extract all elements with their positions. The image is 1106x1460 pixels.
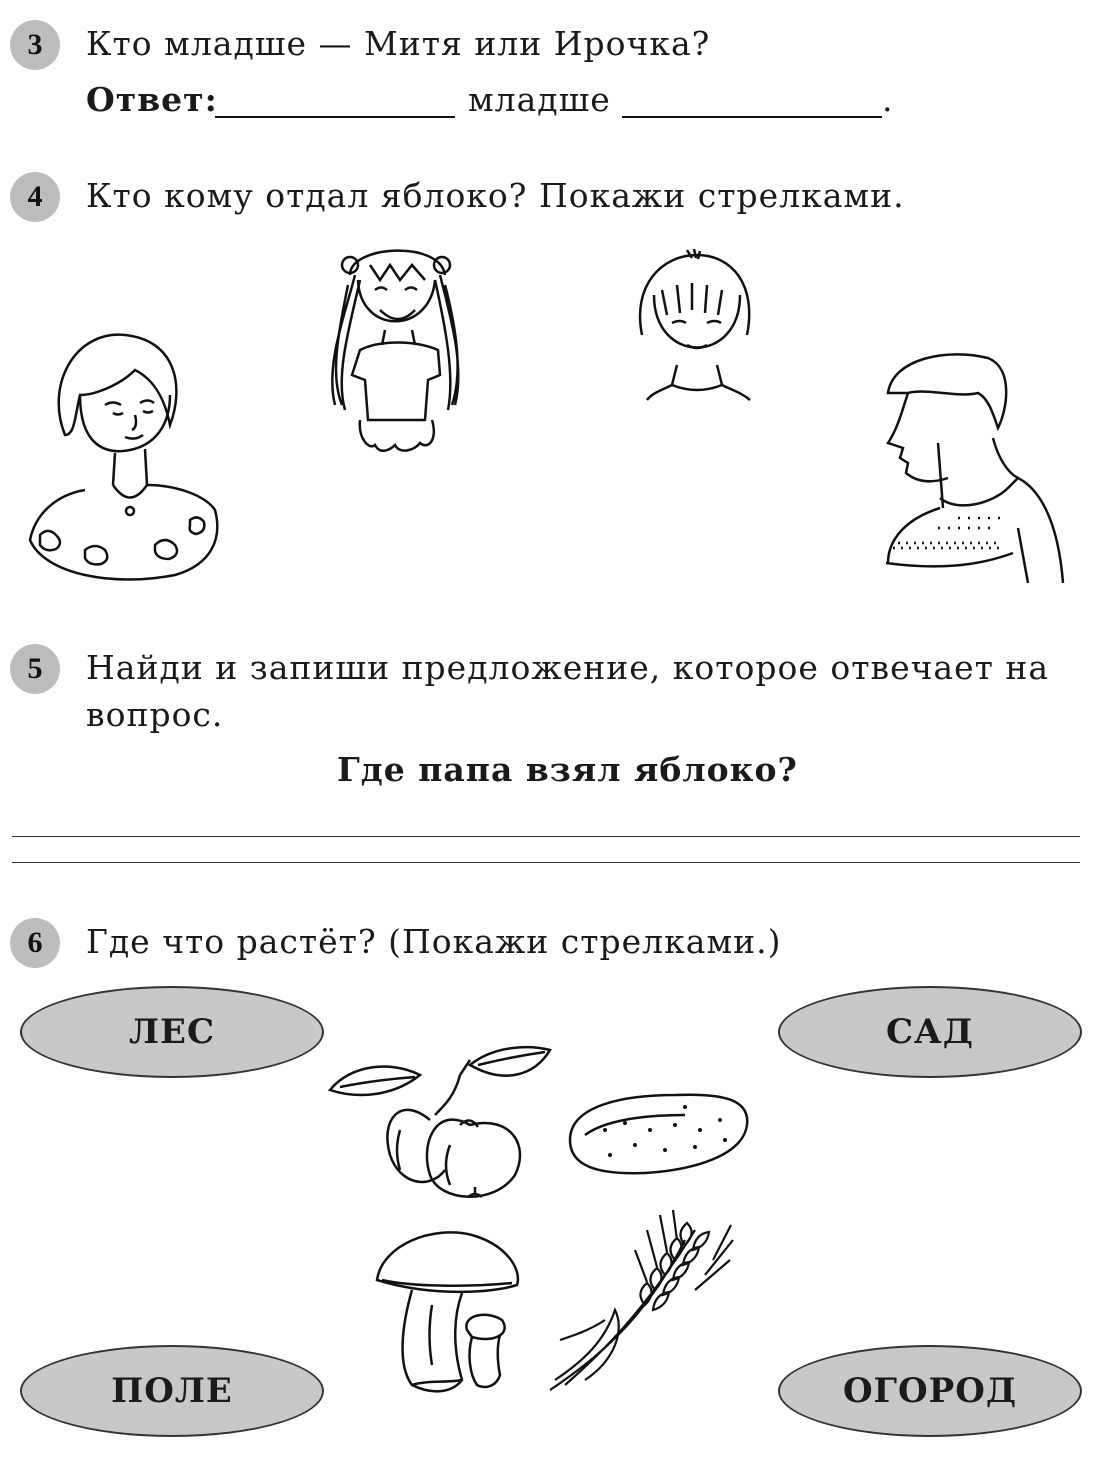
task3-question: Кто младше — Митя или Ирочка? xyxy=(86,24,711,63)
task5-prompt: Где папа взял яблоко? xyxy=(337,750,798,789)
task4-question: Кто кому отдал яблоко? Покажи стрелками. xyxy=(86,176,905,215)
task3-answer-blank-1[interactable] xyxy=(215,116,455,118)
task3-answer-label: Ответ: xyxy=(86,80,218,119)
task-number-4: 4 xyxy=(10,172,60,222)
place-forest[interactable]: ЛЕС xyxy=(20,986,324,1078)
task5-question-line2: вопрос. xyxy=(86,695,224,734)
task-number-6: 6 xyxy=(10,918,60,968)
girl-pigtails-icon[interactable] xyxy=(320,235,470,460)
writing-line-1[interactable] xyxy=(12,836,1080,837)
place-garden[interactable]: САД xyxy=(778,986,1082,1078)
young-man-icon[interactable] xyxy=(878,348,1073,588)
place-field[interactable]: ПОЛЕ xyxy=(20,1345,324,1437)
child-face-icon[interactable] xyxy=(632,245,762,405)
task3-end-mark: . xyxy=(882,80,894,119)
apples-icon[interactable] xyxy=(320,1045,555,1205)
writing-line-2[interactable] xyxy=(12,862,1080,863)
woman-icon[interactable] xyxy=(25,325,225,585)
task5-question-line1: Найди и запиши предложение, которое отвечает на xyxy=(86,648,1050,687)
place-vegetable-garden[interactable]: ОГОРОД xyxy=(778,1345,1082,1437)
task3-middle-word: младше xyxy=(468,80,611,119)
task6-question: Где что растёт? (Покажи стрелками.) xyxy=(86,922,782,961)
task-number-3: 3 xyxy=(10,20,60,70)
mushroom-icon[interactable] xyxy=(372,1225,522,1395)
task-number-5: 5 xyxy=(10,644,60,694)
cucumber-icon[interactable] xyxy=(565,1085,755,1185)
wheat-icon[interactable] xyxy=(545,1210,735,1395)
task3-answer-blank-2[interactable] xyxy=(622,116,882,118)
